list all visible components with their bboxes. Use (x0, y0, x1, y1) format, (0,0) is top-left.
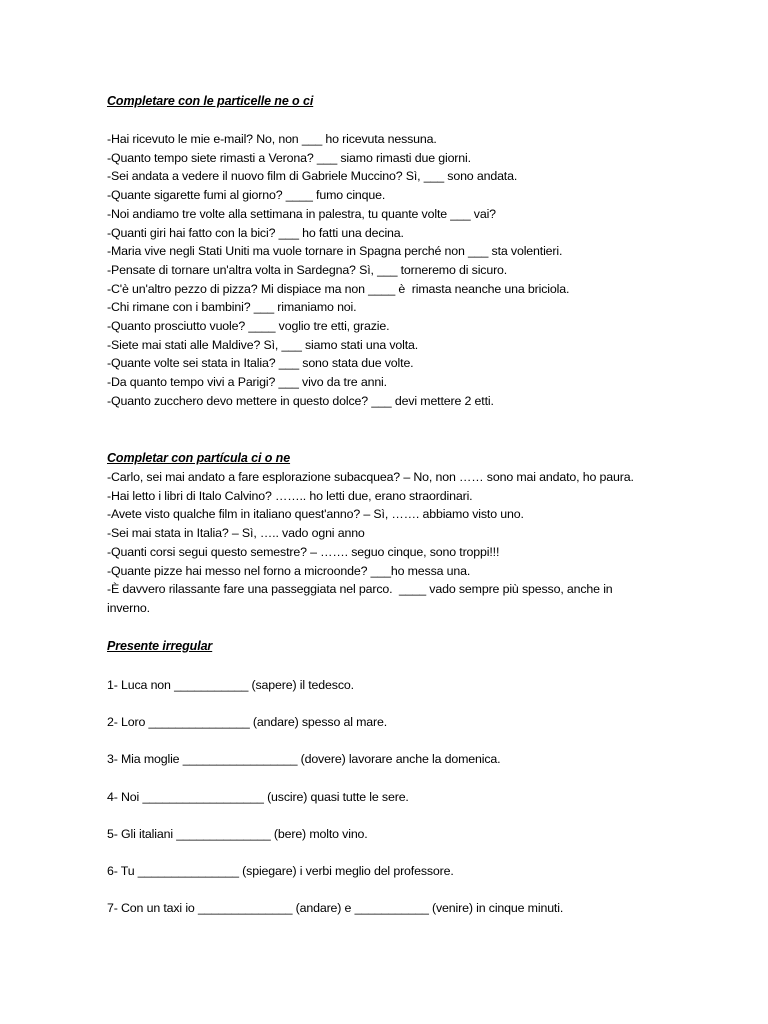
verb-exercise-item: 7- Con un taxi io ______________ (andare) e ___________ (venire) in cinque minuti. (107, 901, 564, 916)
exercise-line: -Hai ricevuto le mie e-mail? No, non ___ ho ricevuta nessuna. (107, 132, 437, 146)
verb-exercise-item: 6- Tu _______________ (spiegare) i verbi meglio del professore. (107, 863, 454, 878)
exercise-line: -Pensate di tornare un'altra volta in Sardegna? Sì, ___ torneremo di sicuro. (107, 262, 508, 277)
section2-list (107, 468, 634, 618)
exercise-line: inverno. (107, 600, 150, 615)
exercise-line: -Quanti giri hai fatto con la bici? ___ ho fatti una decina. (107, 225, 404, 240)
section3-heading: Presente irregular (107, 639, 213, 653)
verb-exercise-item: 3- Mia moglie _________________ (dovere) lavorare anche la domenica. (107, 752, 501, 767)
exercise-line: -Noi andiamo tre volte alla settimana in palestra, tu quante volte ___ vai? (107, 206, 496, 221)
section1-heading: Completare con le particelle ne o ci (107, 94, 314, 108)
exercise-line: -Siete mai stati alle Maldive? Sì, ___ siamo stati una volta. (107, 337, 419, 352)
section1-list (107, 130, 569, 411)
exercise-line: -Quanto tempo siete rimasti a Verona? ___ siamo rimasti due giorni. (107, 150, 471, 165)
exercise-line: -Chi rimane con i bambini? ___ rimaniamo noi. (107, 300, 357, 315)
exercise-line: -Avete visto qualche film in italiano quest'anno? – Sì, ……. abbiamo visto uno. (107, 507, 524, 522)
exercise-line: -Quanto prosciutto vuole? ____ voglio tre etti, grazie. (107, 319, 390, 334)
exercise-line: -È davvero rilassante fare una passeggiata nel parco. ____ vado sempre più spesso, anche in (107, 582, 613, 597)
section3-list (107, 676, 563, 936)
exercise-line: -Quanto zucchero devo mettere in questo dolce? ___ devi mettere 2 etti. (107, 393, 494, 408)
exercise-line: -Quanti corsi segui questo semestre? – ……. seguo cinque, sono troppi!!! (107, 544, 500, 559)
verb-exercise-item: 4- Noi __________________ (uscire) quasi tutte le sere. (107, 789, 409, 804)
exercise-line: -Quante volte sei stata in Italia? ___ sono stata due volte. (107, 356, 414, 371)
exercise-line: -Quante sigarette fumi al giorno? ____ fumo cinque. (107, 188, 386, 203)
exercise-line: -C'è un'altro pezzo di pizza? Mi dispiace ma non ____ è rimasta neanche una briciola. (107, 281, 570, 296)
verb-exercise-item: 5- Gli italiani ______________ (bere) molto vino. (107, 826, 368, 841)
exercise-line: -Sei mai stata in Italia? – Sì, ….. vado ogni anno (107, 526, 365, 541)
verb-exercise-item: 2- Loro _______________ (andare) spesso al mare. (107, 715, 388, 730)
exercise-line: -Da quanto tempo vivi a Parigi? ___ vivo da tre anni. (107, 375, 387, 390)
section2-heading: Completar con partícula ci o ne (107, 451, 291, 465)
exercise-line: -Quante pizze hai messo nel forno a microonde? ___ho messa una. (107, 563, 471, 578)
exercise-line: -Hai letto i libri di Italo Calvino? …….. ho letti due, erano straordinari. (107, 488, 473, 503)
verb-exercise-item: 1- Luca non ___________ (sapere) il tedesco. (107, 678, 354, 692)
exercise-line: -Sei andata a vedere il nuovo film di Gabriele Muccino? Sì, ___ sono andata. (107, 169, 518, 184)
exercise-line: -Carlo, sei mai andato a fare esplorazione subacquea? – No, non …… sono mai andato, ho paura. (107, 470, 634, 484)
exercise-line: -Maria vive negli Stati Uniti ma vuole tornare in Spagna perché non ___ sta volentieri. (107, 244, 563, 259)
